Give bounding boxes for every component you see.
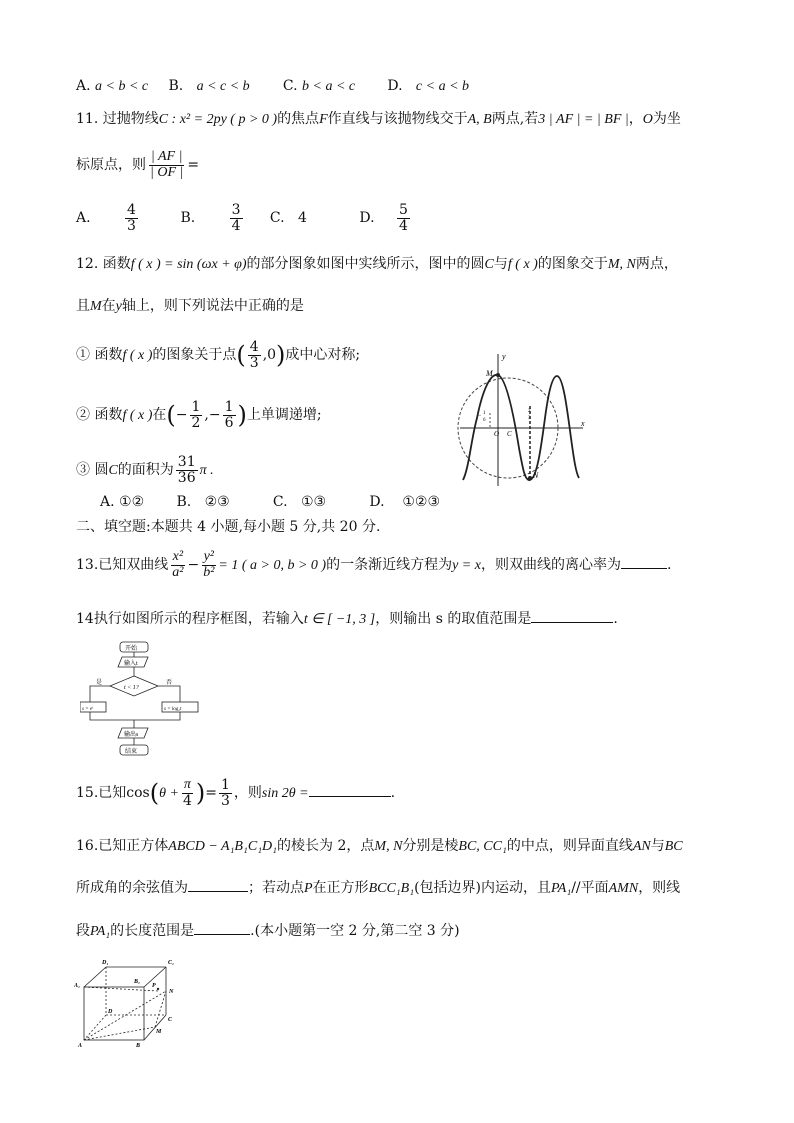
q16-line3: 段PA₁的长度范围是 .(本小题第一空 2 分,第二空 3 分) — [76, 923, 460, 939]
svg-text:s = eᵗ: s = eᵗ — [82, 707, 93, 712]
q12-statement-3: ③ 圆C的面积为 $\frac{31}{36}$ π . — [76, 454, 214, 486]
svg-text:D: D — [108, 1009, 113, 1015]
q10-options: A. a < b < c B. a < c < b C. b < a < c D. c < a < b — [76, 78, 470, 94]
svg-text:结束: 结束 — [125, 749, 138, 755]
q11-line2: 标原点，则 $\frac{| AF |}{| OF |}$ = — [76, 149, 200, 180]
q14-stem: 14执行如图所示的程序框图，若输入t ∈ [ −1, 3 ]，则输出 s 的取值范围是 . — [76, 611, 618, 627]
q12-stem: 12. 函数f ( x ) = sin (ωx + φ)的部分图象如图中实线所示，图中的圆C与f ( x )的图象交于M, N两点， — [76, 256, 678, 272]
q13-stem: 13.已知双曲线 $\frac{\text{x²}}{\text{a²}}$ − $\frac{\text{y²}}{\text{b²}}$ = 1 ( a > 0, b > 0 )的一条渐近线方程为y = x，则双曲线的离心率为 . — [76, 549, 672, 580]
svg-text:P: P — [152, 983, 156, 989]
point-m — [496, 373, 500, 377]
svg-text:A: A — [78, 1043, 83, 1049]
tick-left-neg: − — [478, 413, 482, 419]
sine-curve — [463, 375, 579, 480]
svg-text:B₁: B₁ — [134, 979, 141, 985]
svg-text:否: 否 — [166, 680, 173, 686]
svg-text:C₁: C₁ — [168, 960, 175, 966]
tick-right-n: 2 — [528, 409, 531, 414]
svg-text:输入t: 输入t — [124, 661, 138, 667]
q14-flowchart — [80, 640, 205, 760]
q11-options: A. $\frac{4}{3}$ B. $\frac{3}{4}$ C. 4 D. $\frac{5}{4}$ — [76, 202, 408, 234]
svg-text:开始: 开始 — [125, 646, 138, 652]
svg-text:M: M — [156, 1029, 162, 1035]
q16-cube-figure — [74, 955, 189, 1050]
q12-statement-1: ① 函数f ( x )的图象关于点( $\frac{4}{3}$ ,0)成中心对称; — [76, 339, 361, 371]
label-c: C — [507, 430, 512, 438]
tick-left-n: 1 — [483, 411, 486, 416]
q11-stem: 11. 过抛物线C : x² = 2py ( p > 0 )的焦点F作直线与该抛物线交于A, B两点,若3 | AF | = | BF |，O为坐 — [76, 111, 681, 127]
q16-line2: 所成角的余弦值为 ；若动点P在正方形BCC₁B₁(包括边界)内运动，且PA₁//平面AMN，则线 — [76, 880, 681, 896]
label-n: N — [533, 471, 539, 480]
q12-options: A. ①② B. ②③ C. ①③ D. ①②③ — [100, 494, 441, 510]
q12-statement-2: ② 函数f ( x )在(− $\frac{1}{2}$ ,− $\frac{1}{6}$ )上单调递增; — [76, 399, 322, 431]
point-n — [528, 476, 532, 480]
label-x: x — [581, 419, 585, 428]
svg-text:D₁: D₁ — [102, 960, 109, 966]
svg-text:N: N — [169, 989, 174, 995]
tick-left-d: 6 — [483, 418, 486, 423]
svg-text:B: B — [136, 1043, 141, 1049]
q16-stem: 16.已知正方体ABCD − A₁B₁C₁D₁的棱长为 2，点M, N分别是棱BC, CC₁的中点，则异面直线AN与BC — [76, 838, 683, 854]
q15-stem: 15.已知cos(θ + $\frac{\pi}{4}$ )= $\frac{1}{3}$ ，则sin 2θ = . — [76, 777, 396, 809]
label-m: M — [486, 369, 493, 378]
svg-text:A₁: A₁ — [74, 983, 81, 989]
section-2-header: 二、填空题:本题共 4 小题,每小题 5 分,共 20 分. — [76, 519, 381, 535]
label-y: y — [502, 352, 506, 361]
svg-text:输出s: 输出s — [124, 732, 139, 738]
svg-text:s = log₂t: s = log₂t — [164, 707, 182, 712]
svg-text:C: C — [168, 1017, 173, 1023]
q12-sine-graph — [455, 348, 590, 488]
q12-line2: 且M在y轴上，则下列说法中正确的是 — [76, 298, 304, 314]
svg-text:t < 1?: t < 1? — [124, 685, 139, 691]
tick-right-d: 3 — [528, 416, 531, 421]
svg-text:是: 是 — [96, 680, 103, 686]
label-o: O — [494, 430, 500, 438]
